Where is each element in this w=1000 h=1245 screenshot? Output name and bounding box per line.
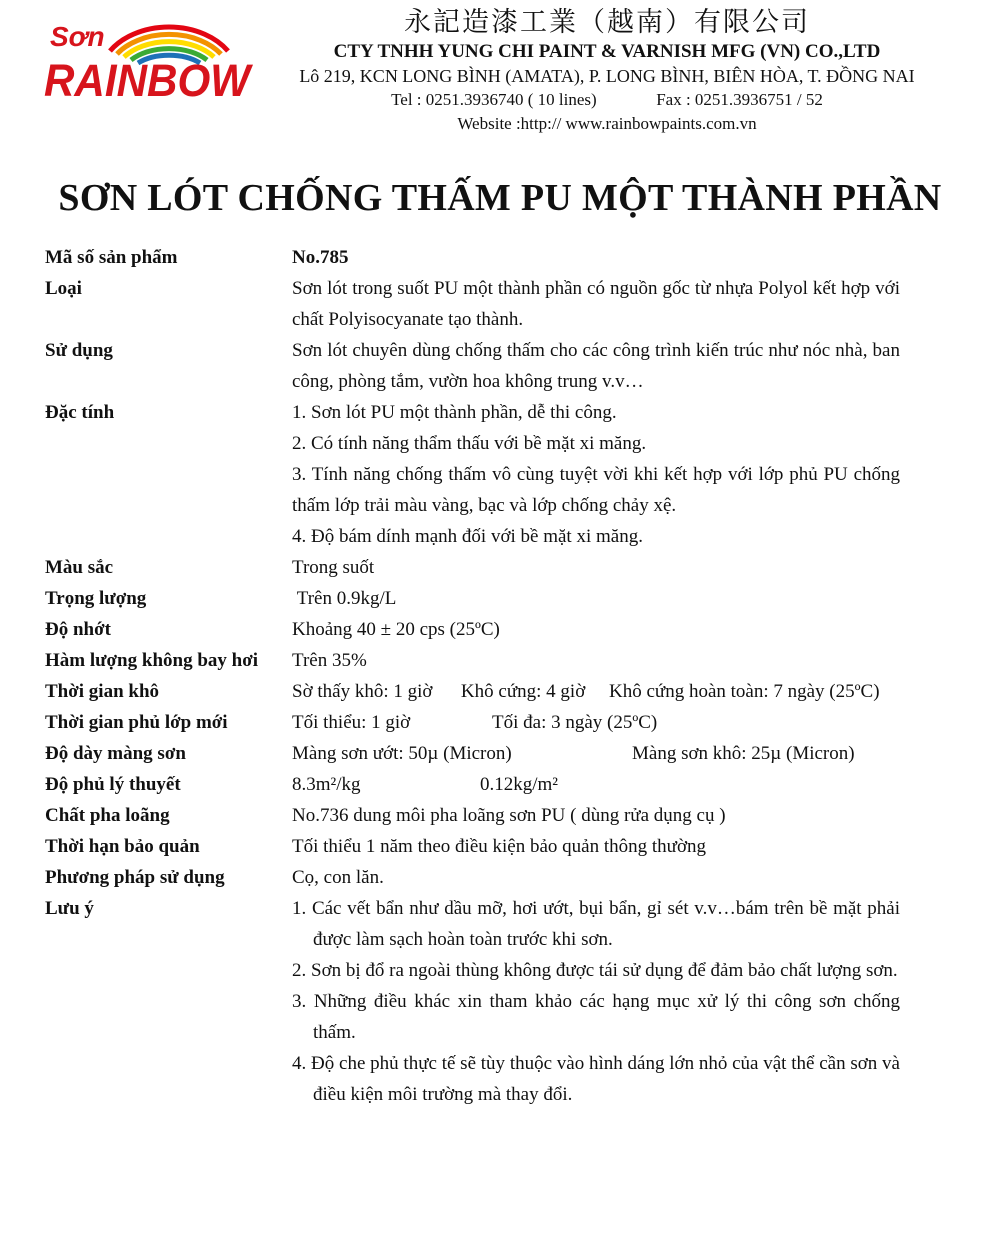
spec-label: Mã số sản phẩm [45, 247, 178, 268]
spec-label: Độ phủ lý thuyết [45, 774, 181, 795]
spec-value: Khoảng 40 ± 20 cps (25ºC) [292, 619, 500, 640]
spec-value: Sơn lót trong suốt PU một thành phần có nguồn gốc từ nhựa Polyol kết hợp với chất Polyisocyanate tạo thành. [292, 278, 900, 330]
spec-value-columns [292, 769, 900, 800]
spec-label: Thời gian phủ lớp mới [45, 712, 228, 733]
spec-value-columns [292, 707, 900, 738]
spec-row [45, 645, 900, 676]
spec-table [45, 242, 900, 1110]
spec-value: Trên 0.9kg/L [292, 588, 397, 609]
spec-label: Sử dụng [45, 340, 113, 361]
spec-row [45, 769, 900, 800]
spec-value [292, 707, 900, 738]
spec-row [45, 738, 900, 769]
spec-note-item: 4. Độ che phủ thực tế sẽ tùy thuộc vào hình dáng lớn nhỏ của vật thể cần sơn và điều kiện môi trường mà thay đổi. [292, 1053, 900, 1105]
spec-row [45, 676, 900, 707]
spec-label: Hàm lượng không bay hơi [45, 650, 259, 671]
spec-label: Thời hạn bảo quản [45, 836, 200, 857]
spec-label: Đặc tính [45, 402, 115, 423]
spec-label: Phương pháp sử dụng [45, 867, 225, 888]
spec-value-part: Màng sơn khô: 25µ (Micron) [632, 743, 855, 764]
spec-row [45, 273, 900, 335]
company-website: Website :http:// www.rainbowpaints.com.vn [457, 114, 757, 133]
spec-row [45, 397, 900, 552]
document-title: SƠN LÓT CHỐNG THẤM PU MỘT THÀNH PHẦN [58, 177, 942, 219]
spec-label: Thời gian khô [45, 681, 160, 702]
company-tel: Tel : 0251.3936740 ( 10 lines) [391, 90, 597, 109]
spec-note-item: 3. Những điều khác xin tham khảo các hạng mục xử lý thi công sơn chống thấm. [292, 991, 900, 1043]
spec-feature-item: 3. Tính năng chống thấm vô cùng tuyệt vời khi kết hợp với lớp phủ PU chống thấm lớp trải màu vàng, bạc và lớp chống chảy xệ. [292, 464, 900, 516]
spec-value-part: Tối thiểu: 1 giờ [292, 712, 411, 733]
spec-label: Màu sắc [45, 557, 114, 578]
rainbow-logo-graphic [40, 6, 255, 104]
spec-row [45, 583, 900, 614]
spec-value: Sơn lót chuyên dùng chống thấm cho các công trình kiến trúc như nóc nhà, ban công, phòng tắm, vườn hoa không trung v.v… [292, 340, 900, 392]
spec-row [45, 831, 900, 862]
spec-value-part: 0.12kg/m² [480, 774, 559, 795]
spec-label: Lưu ý [45, 898, 94, 919]
spec-value [292, 738, 900, 769]
spec-value: No.785 [292, 247, 349, 268]
spec-value-part: Màng sơn ướt: 50µ (Micron) [292, 743, 512, 764]
spec-row [45, 893, 900, 1110]
spec-row [45, 614, 900, 645]
spec-value: Cọ, con lăn. [292, 867, 384, 888]
spec-feature-item: 2. Có tính năng thẩm thấu với bề mặt xi măng. [292, 433, 647, 454]
spec-value: Trên 35% [292, 650, 367, 671]
spec-row [45, 800, 900, 831]
spec-label: Độ nhớt [45, 619, 111, 640]
spec-label: Loại [45, 278, 82, 299]
rainbow-logo [40, 6, 255, 104]
logo-rainbow-text: RAINBOW [44, 55, 254, 104]
spec-label: Chất pha loãng [45, 805, 170, 826]
spec-row [45, 552, 900, 583]
spec-label: Độ dày màng sơn [45, 743, 186, 764]
company-header [262, 6, 952, 136]
spec-value-part: 8.3m²/kg [292, 774, 361, 795]
spec-value: Sờ thấy khô: 1 giờ Khô cứng: 4 giờ Khô cứng hoàn toàn: 7 ngày (25ºC) [292, 681, 880, 702]
company-contact [262, 88, 952, 112]
logo-son-text: Sơn [50, 21, 105, 52]
company-address: Lô 219, KCN LONG BÌNH (AMATA), P. LONG BÌNH, BIÊN HÒA, T. ĐỒNG NAI [299, 66, 915, 86]
spec-value [292, 769, 900, 800]
spec-value-columns [292, 738, 900, 769]
spec-value: Trong suốt [292, 557, 375, 578]
spec-value: No.736 dung môi pha loãng sơn PU ( dùng rửa dụng cụ ) [292, 805, 726, 826]
spec-value: Tối thiểu 1 năm theo điều kiện bảo quản thông thường [292, 836, 706, 857]
spec-row [45, 242, 900, 273]
company-english-name: CTY TNHH YUNG CHI PAINT & VARNISH MFG (VN) CO.,LTD [333, 41, 881, 62]
spec-feature-item: 4. Độ bám dính mạnh đối với bề mặt xi măng. [292, 526, 643, 547]
spec-value [292, 397, 900, 552]
spec-row [45, 335, 900, 397]
spec-note-item: 2. Sơn bị đổ ra ngoài thùng không được tái sử dụng để đảm bảo chất lượng sơn. [292, 960, 898, 981]
spec-row [45, 862, 900, 893]
spec-label: Trọng lượng [45, 588, 147, 609]
company-fax: Fax : 0251.3936751 / 52 [656, 90, 823, 109]
company-chinese-name: 永記造漆工業（越南）有限公司 [404, 7, 810, 38]
spec-row [45, 707, 900, 738]
spec-value [292, 893, 900, 1110]
spec-note-item: 1. Các vết bẩn như dầu mỡ, hơi ướt, bụi bẩn, gỉ sét v.v…bám trên bề mặt phải được làm sạch hoàn toàn trước khi sơn. [292, 898, 900, 950]
spec-feature-item: 1. Sơn lót PU một thành phần, dễ thi công. [292, 402, 617, 423]
spec-value-part: Tối đa: 3 ngày (25ºC) [492, 712, 658, 733]
